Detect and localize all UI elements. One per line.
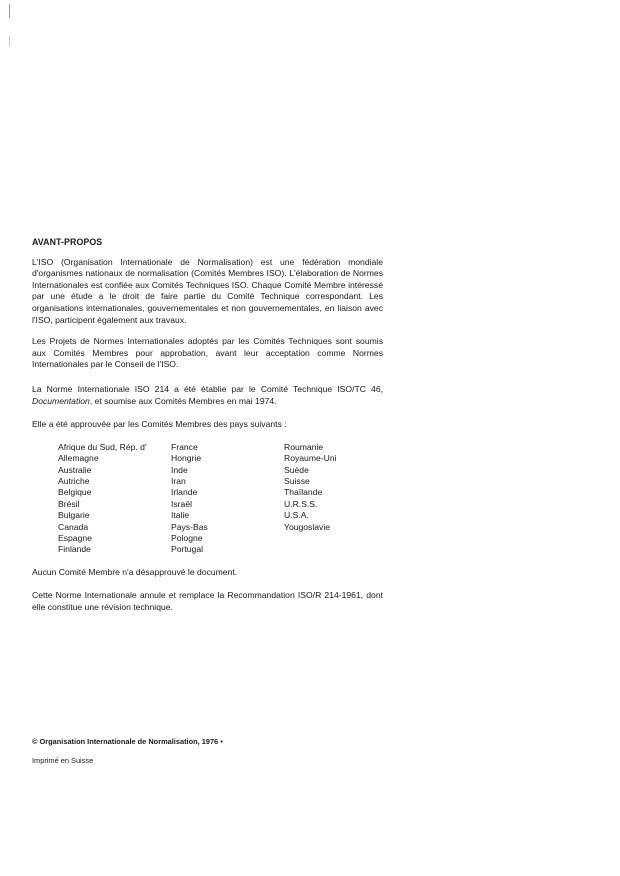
country-item: Australie: [58, 464, 92, 475]
country-item: Espagne: [58, 532, 92, 543]
copyright-text: Organisation Internationale de Normalisation, 1976: [39, 737, 219, 746]
country-column-2: [171, 442, 284, 556]
approving-countries-list: [58, 442, 383, 556]
paragraph-no-disapproval: Aucun Comité Membre n'a désapprouvé le document.: [32, 566, 238, 577]
committee-title: Documentation: [32, 395, 90, 406]
country-item: Yougoslavie: [284, 521, 331, 532]
page-edge-mark-top: [9, 4, 10, 18]
country-item: Roumanie: [284, 441, 324, 452]
country-item: U.R.S.S.: [284, 498, 318, 509]
country-item: Canada: [58, 521, 89, 532]
bullet-icon: •: [220, 737, 223, 746]
country-item: U.S.A.: [284, 510, 309, 521]
paragraph-standard-origin: [32, 384, 383, 407]
printed-in-line: Imprimé en Suisse: [32, 756, 94, 765]
country-item: Thaïlande: [284, 487, 323, 498]
country-item: Portugal: [171, 544, 204, 555]
country-column-3: [284, 442, 384, 556]
section-heading: AVANT-PROPOS: [32, 237, 103, 247]
paragraph-draft-standards: Les Projets de Normes Internationales adoptés par les Comités Techniques sont soumis aux Comités Membres pour approbation, avant leur acceptation comme Normes Internationales par le Conseil de l'ISO.: [32, 336, 383, 370]
standard-origin-text: La Norme Internationale ISO 214 a été établie par le Comité Technique ISO/TC 46,: [32, 383, 383, 394]
country-column-1: [58, 442, 171, 556]
country-item: Suisse: [284, 475, 310, 486]
country-item: Italie: [171, 510, 190, 521]
country-item: Afrique du Sud, Rép. d': [58, 441, 147, 452]
country-item: Bulgarie: [58, 510, 90, 521]
country-item: Finlande: [58, 544, 91, 555]
copyright-line: [32, 737, 223, 747]
page-footer: [32, 737, 223, 766]
country-item: Hongrie: [171, 453, 202, 464]
country-item: Autriche: [58, 475, 90, 486]
country-item: Pays-Bas: [171, 521, 208, 532]
foreword-section: [32, 237, 383, 625]
country-item: Royaume-Uni: [284, 453, 337, 464]
standard-origin-text-end: , et soumise aux Comités Membres en mai 1974.: [89, 395, 277, 406]
paragraph-approval: Elle a été approuvée par les Comités Membres des pays suivants :: [32, 419, 287, 430]
country-item: Irlande: [171, 487, 198, 498]
country-item: Inde: [171, 464, 188, 475]
country-item: Suède: [284, 464, 309, 475]
paragraph-iso-description: L'ISO (Organisation Internationale de Normalisation) est une fédération mondiale d'organismes nationaux de normalisation (Comités Membres ISO). L'élaboration de Normes Internationales est confiée aux Comités Techniques ISO. Chaque Comité Membre intéressé par une étude a le droit de faire partie du Comité Technique correspondant. Les organisations internationales, gouvernementales et non gouvernementales, en liaison avec l'ISO, participent également aux travaux.: [32, 256, 383, 325]
country-item: Brésil: [58, 498, 80, 509]
country-item: France: [171, 441, 198, 452]
country-item: Iran: [171, 475, 186, 486]
country-item: Pologne: [171, 532, 203, 543]
country-item: Allemagne: [58, 453, 99, 464]
copyright-icon: ©: [32, 737, 38, 746]
country-item: Israël: [171, 498, 193, 509]
paragraph-replacement: Cette Norme Internationale annule et remplace la Recommandation ISO/R 214-1961, dont elle constitue une révision technique.: [32, 590, 383, 612]
page-edge-mark-middle: [9, 36, 10, 46]
country-item: Belgique: [58, 487, 92, 498]
